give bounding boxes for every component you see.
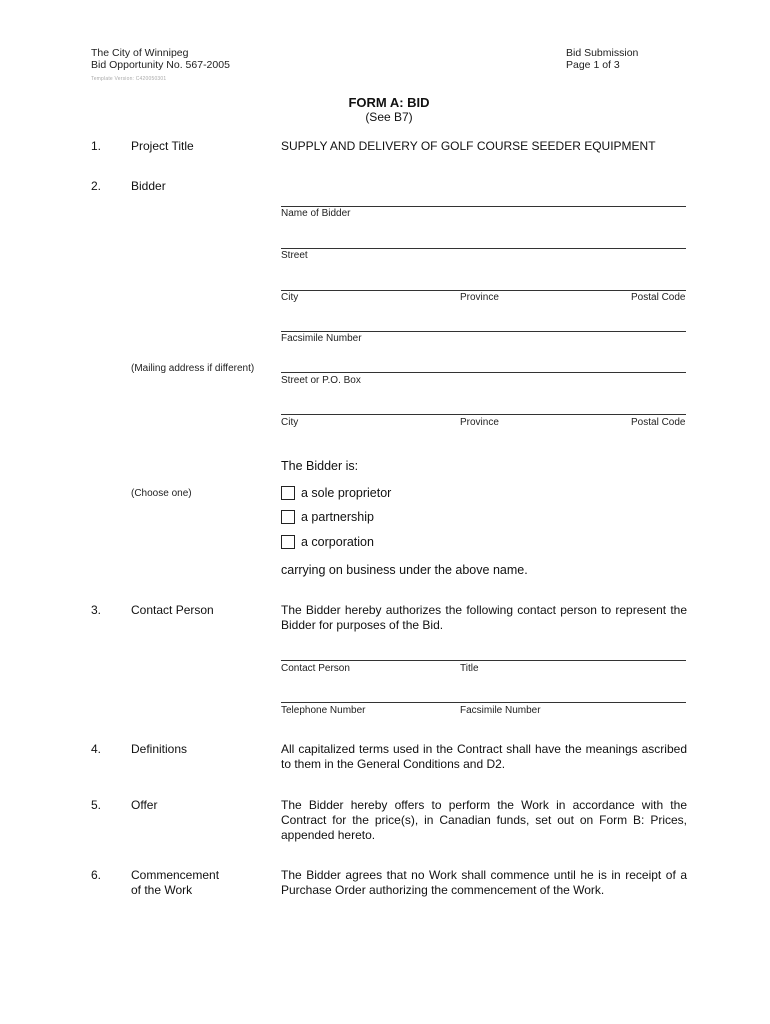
bidder-city-caption: City (281, 292, 299, 303)
header-bid-opportunity: Bid Opportunity No. 567-2005 (91, 59, 230, 71)
bidder-city-line[interactable] (281, 290, 686, 291)
section-6-number: 6. (91, 868, 102, 882)
partnership-label: a partnership (301, 510, 374, 524)
bidder-street-caption: Street (281, 250, 308, 261)
section-1-label: Project Title (131, 139, 194, 153)
template-version: Template Version: C420050301 (91, 76, 167, 82)
section-3-label: Contact Person (131, 603, 214, 617)
commencement-text: The Bidder agrees that no Work shall commence until he is in receipt of a Purchase Order authorizing the commencement of the Work. (281, 868, 687, 897)
section-2-label: Bidder (131, 179, 166, 193)
section-1-number: 1. (91, 139, 102, 153)
mailing-street-caption: Street or P.O. Box (281, 375, 361, 386)
bidder-facsimile-line[interactable] (281, 331, 686, 332)
contact-person-text: The Bidder hereby authorizes the following contact person to represent the Bidder for purposes of the Bid. (281, 603, 687, 632)
sole-proprietor-checkbox[interactable] (281, 486, 295, 500)
section-4-number: 4. (91, 742, 102, 756)
bidder-province-caption: Province (460, 292, 499, 303)
mailing-postal-code-caption: Postal Code (631, 417, 686, 428)
corporation-label: a corporation (301, 535, 374, 549)
mailing-city-caption: City (281, 417, 299, 428)
bidder-name-caption: Name of Bidder (281, 208, 351, 219)
mailing-street-line[interactable] (281, 372, 686, 373)
contact-person-caption: Contact Person (281, 663, 350, 674)
bidder-is-label: The Bidder is: (281, 459, 359, 473)
section-3-number: 3. (91, 603, 102, 617)
section-4-label: Definitions (131, 742, 188, 756)
bidder-name-line[interactable] (281, 206, 686, 207)
section-6-label-line1: Commencement (131, 868, 220, 882)
corporation-checkbox[interactable] (281, 535, 295, 549)
definitions-text: All capitalized terms used in the Contract shall have the meanings ascribed to them in the General Conditions and D2. (281, 742, 687, 771)
sole-proprietor-label: a sole proprietor (301, 486, 392, 500)
bidder-street-line[interactable] (281, 248, 686, 249)
carrying-on-text: carrying on business under the above name. (281, 563, 528, 577)
project-title-value: SUPPLY AND DELIVERY OF GOLF COURSE SEEDER EQUIPMENT (281, 139, 656, 153)
bidder-facsimile-caption: Facsimile Number (281, 333, 362, 344)
mailing-address-note: (Mailing address if different) (131, 363, 255, 374)
telephone-caption: Telephone Number (281, 705, 366, 716)
header-page-number: Page 1 of 3 (566, 59, 620, 71)
form-subtitle: (See B7) (365, 110, 413, 124)
mailing-province-caption: Province (460, 417, 499, 428)
section-6-label-line2: of the Work (131, 883, 193, 897)
form-title: FORM A: BID (348, 95, 430, 110)
contact-phone-line[interactable] (281, 702, 686, 703)
partnership-checkbox[interactable] (281, 510, 295, 524)
offer-text: The Bidder hereby offers to perform the Work in accordance with the Contract for the price(s), in Canadian funds, set out on Form B: Prices, appended hereto. (281, 798, 687, 842)
mailing-city-line[interactable] (281, 414, 686, 415)
contact-person-line[interactable] (281, 660, 686, 661)
header-org: The City of Winnipeg (91, 47, 189, 59)
section-5-number: 5. (91, 798, 102, 812)
section-2-number: 2. (91, 179, 102, 193)
contact-facsimile-caption: Facsimile Number (460, 705, 541, 716)
contact-title-caption: Title (460, 663, 479, 674)
section-5-label: Offer (131, 798, 158, 812)
bidder-postal-code-caption: Postal Code (631, 292, 686, 303)
header-bid-submission: Bid Submission (566, 47, 639, 59)
choose-one-note: (Choose one) (131, 488, 192, 499)
